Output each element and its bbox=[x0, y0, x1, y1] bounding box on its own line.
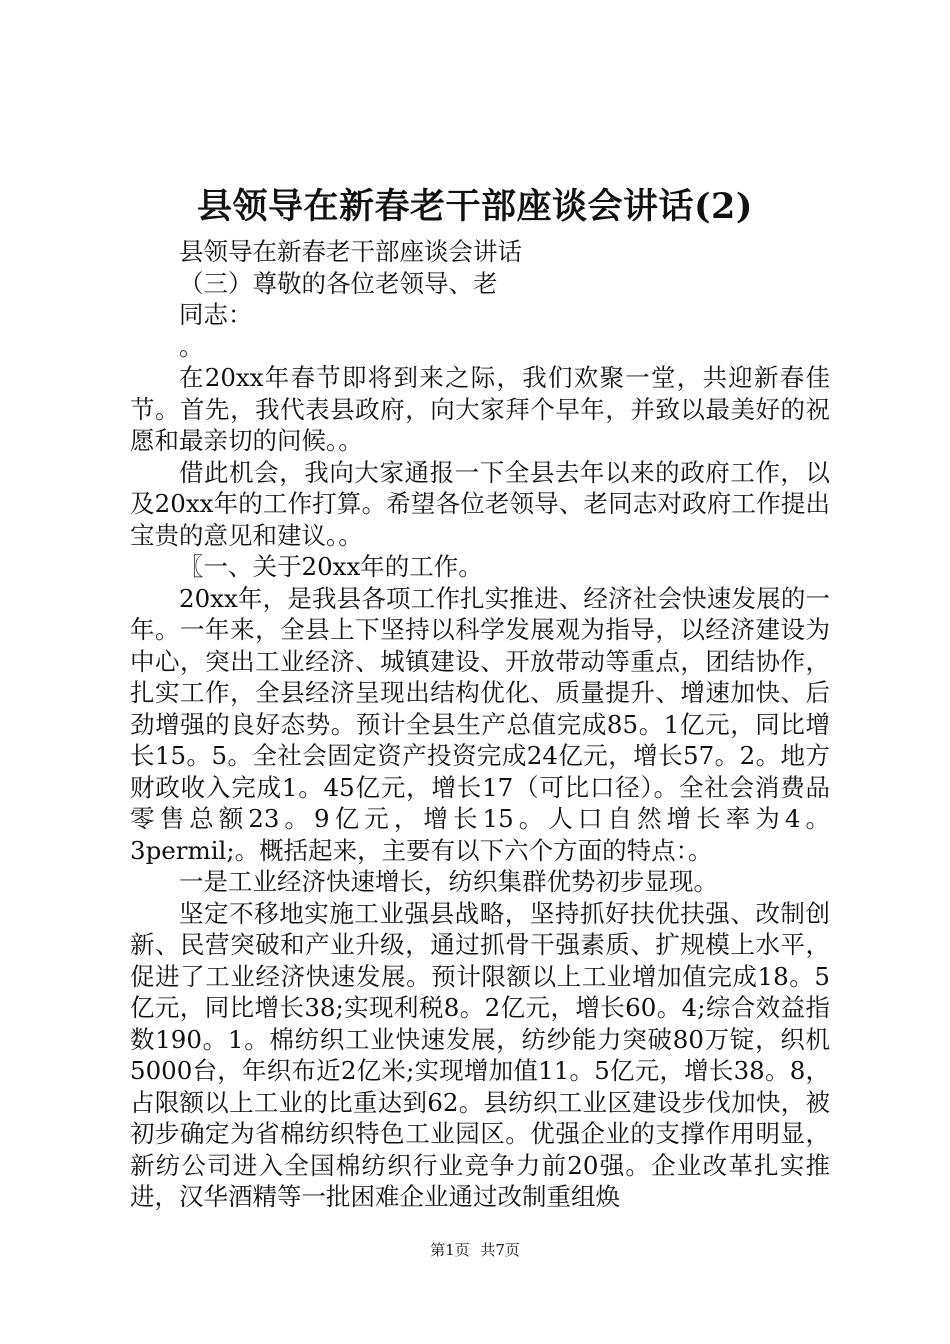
paragraph-9: 一是工业经济快速增长，纺织集群优势初步显现。 bbox=[179, 867, 718, 896]
document-title: 县领导在新春老干部座谈会讲话(2) bbox=[197, 186, 753, 227]
paragraph-5: 在20xx年春节即将到来之际，我们欢聚一堂，共迎新春佳节。首先，我代表县政府，向大家拜个早年，并致以最美好的祝愿和最亲切的问候。。 bbox=[130, 363, 830, 455]
page-number-current: 第1页 bbox=[430, 1241, 470, 1259]
paragraph-8: 20xx年，是我县各项工作扎实推进、经济社会快速发展的一年。一年来，全县上下坚持以科学发展观为指导，以经济建设为中心，突出工业经济、城镇建设、开放带动等重点，团结协作，扎实工作，全县经济呈现出结构优化、质量提升、增速加快、后劲增强的良好态势。预计全县生产总值完成85。1亿元，同比增长15。5。全社会固定资产投资完成24亿元，增长57。2。地方财政收入完成1。45亿元，增长17（可比口径）。全社会消费品零售总额23。9亿元，增长15。人口自然增长率为4。3permil;。概括起来，主要有以下六个方面的特点：。 bbox=[130, 583, 830, 865]
paragraph-10: 坚定不移地实施工业强县战略，坚持抓好扶优扶强、改制创新、民营突破和产业升级，通过抓骨干强素质、扩规模上水平，促进了工业经济快速发展。预计限额以上工业增加值完成18。5亿元，同比增长38;实现利税8。2亿元，增长60。4;综合效益指数190。1。棉纺织工业快速发展，纺纱能力突破80万锭，织机5000台，年织布近2亿米;实现增加值11。5亿元，增长38。8，占限额以上工业的比重达到62。县纺织工业区建设步伐加快，被初步确定为省棉纺织特色工业园区。优强企业的支撑作用明显，新纺公司进入全国棉纺织行业竞争力前20强。企业改革扎实推进，汉华酒精等一批困难企业通过改制重组焕 bbox=[130, 898, 830, 1211]
page-number-total: 共7页 bbox=[480, 1241, 520, 1259]
paragraph-4: 。 bbox=[179, 331, 204, 361]
paragraph-6: 借此机会，我向大家通报一下全县去年以来的政府工作，以及20xx年的工作打算。希望各位老领导、老同志对政府工作提出宝贵的意见和建议。。 bbox=[130, 457, 830, 550]
paragraph-2: （三）尊敬的各位老领导、老 bbox=[179, 268, 498, 298]
page-footer bbox=[0, 1240, 950, 1260]
paragraph-3: 同志： bbox=[179, 300, 253, 329]
document-body bbox=[130, 236, 830, 1213]
paragraph-1: 县领导在新春老干部座谈会讲话 bbox=[179, 237, 522, 266]
paragraph-7: 〖一、关于20xx年的工作。 bbox=[179, 552, 483, 581]
